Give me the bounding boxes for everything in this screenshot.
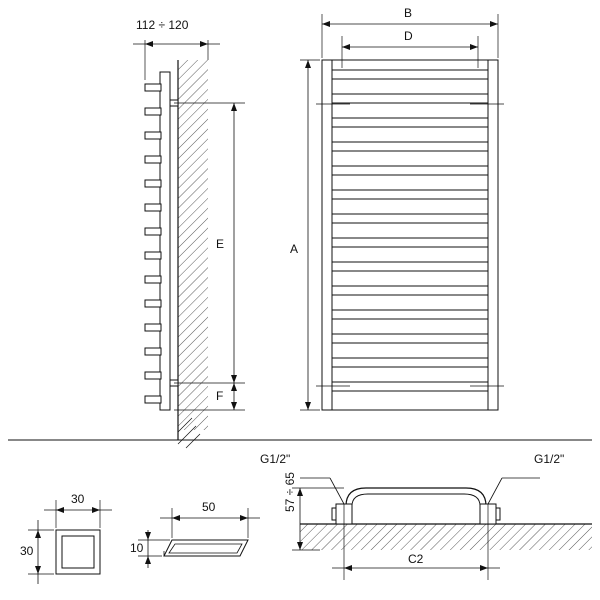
label-D: D [404,29,413,43]
front-view-body [316,60,504,410]
label-wall-offset: 112 ÷ 120 [136,18,189,32]
label-C2: C2 [408,552,424,566]
label-thread-left: G1/2" [260,452,291,466]
label-flat-height: 10 [130,541,144,555]
label-E: E [216,237,225,251]
label-flat-width: 50 [202,500,216,514]
label-B: B [404,6,413,20]
label-thread-right: G1/2" [534,452,565,466]
label-depth-range: 57 ÷ 65 [283,472,297,512]
square-profile [56,530,100,574]
label-sq-height: 30 [20,544,34,558]
flat-profile [164,540,248,556]
wall-hatching [178,60,208,448]
label-A: A [290,242,299,256]
label-sq-width: 30 [71,492,85,506]
label-F: F [216,389,224,403]
dim-A [300,60,320,410]
